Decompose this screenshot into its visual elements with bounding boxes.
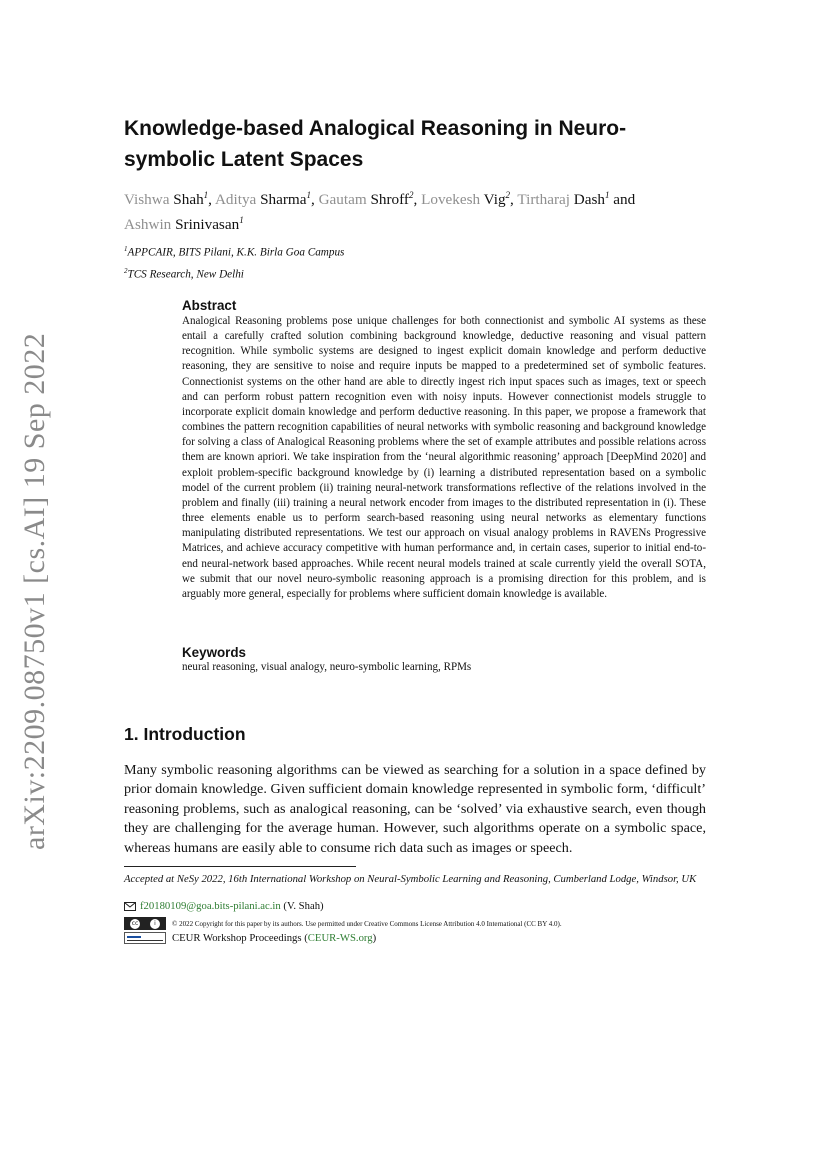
copyright-text: © 2022 Copyright for this paper by its authors. Use permitted under Creative Commons License Attribution 4.0 International (CC BY 4.0). <box>172 919 562 928</box>
author-list <box>124 185 724 235</box>
introduction-text: Many symbolic reasoning algorithms can be viewed as searching for a solution in a space defined by prior domain knowledge. Given sufficient domain knowledge represented in symbolic form, ‘difficult’ reasoning problems, such as analogical reasoning, can be ‘solved’ via exhaustive search, even though they are challenging for the average human. However, such algorithms operate on a symbolic space, whereas humans are easily able to consume rich data such as images or speech. <box>124 762 706 856</box>
footnote-rule <box>124 866 356 867</box>
affiliations <box>124 240 344 283</box>
author: Tirtharaj Dash$^1$ and <box>517 190 636 209</box>
author: Lovekesh Vig$^2$, <box>421 190 518 209</box>
abstract-heading: Abstract <box>182 298 237 313</box>
abstract-block <box>182 298 706 602</box>
ceur-logo-icon <box>124 932 166 944</box>
section-heading: 1. Introduction <box>124 724 246 744</box>
keywords-heading: Keywords <box>182 645 246 660</box>
email-link[interactable]: f20180109@goa.bits-pilani.ac.in <box>140 900 281 912</box>
footnote-email: f20180109@goa.bits-pilani.ac.in (V. Shah) <box>124 900 324 912</box>
keywords-text: neural reasoning, visual analogy, neuro-symbolic learning, RPMs <box>182 661 472 673</box>
affiliation: $^1$APPCAIR, BITS Pilani, K.K. Birla Goa Campus <box>124 245 345 259</box>
affiliation: $^2$TCS Research, New Delhi <box>124 266 244 281</box>
author: Vishwa Shah$^1$, <box>124 190 215 209</box>
cc-by-icon: cc i <box>124 917 166 930</box>
arxiv-identifier: arXiv:2209.08750v1 [cs.AI] 19 Sep 2022 <box>18 332 51 850</box>
author: Aditya Sharma$^1$, <box>214 190 319 209</box>
email-icon <box>124 901 136 911</box>
footnote-copyright <box>124 917 562 930</box>
abstract-text: Analogical Reasoning problems pose unique challenges for both connectionist and symbolic AI systems as these entail a carefully crafted solution combining background knowledge, deductive reasoning and visual pattern recognition. While symbolic systems are designed to ingest explicit domain knowledge and perform deductive reasoning, they are sensitive to noise and require inputs be mapped to a predetermined set of symbolic features. Connectionist systems on the other hand are able to directly ingest rich input spaces such as images, text or speech and can perform robust pattern recognition even with noisy inputs. However connectionist models struggle to incorporate explicit domain knowledge and perform deductive reasoning. In this paper, we propose a framework that combines the pattern recognition capabilities of neural networks with symbolic reasoning and background knowledge for solving a class of Analogical Reasoning problems where the set of example attributes and possible relations across them are known apriori. We take inspiration from the ‘neural algorithmic reasoning’ approach [DeepMind 2020] and exploit problem-specific background knowledge by (i) learning a distributed representation based on a symbolic model of the current problem (ii) training neural-network transformations reflective of the relations involved in the problem and finally (iii) training a neural network encoder from images to the distributed representation in (i). These three elements enable us to perform search-based reasoning using neural networks as elementary functions manipulating distributed representations. We test our approach on visual analogy problems in RAVENs Progressive Matrices, and achieve accuracy competitive with human performance and, in certain cases, superior to initial end-to-end neural-network based approaches. While recent neural models trained at scale currently yield the overall SOTA, we submit that our novel neuro-symbolic reasoning approach is a promising direction for this problem, and is arguably more general, especially for problems where sufficient domain knowledge is available. <box>182 315 706 600</box>
footnote-accepted: Accepted at NeSy 2022, 16th International Workshop on Neural-Symbolic Learning and Reasoning, Cumberland Lodge, Windsor, UK <box>124 873 697 885</box>
footnote-ceur: CEUR Workshop Proceedings (CEUR-WS.org) <box>124 932 376 944</box>
author: Gautam Shroff$^2$, <box>318 190 422 209</box>
author: Ashwin Srinivasan$^1$ <box>124 215 244 234</box>
paper-title: Knowledge-based Analogical Reasoning in Neuro-symbolic Latent Spaces <box>124 117 627 171</box>
ceur-link[interactable]: CEUR-WS.org <box>307 932 373 944</box>
